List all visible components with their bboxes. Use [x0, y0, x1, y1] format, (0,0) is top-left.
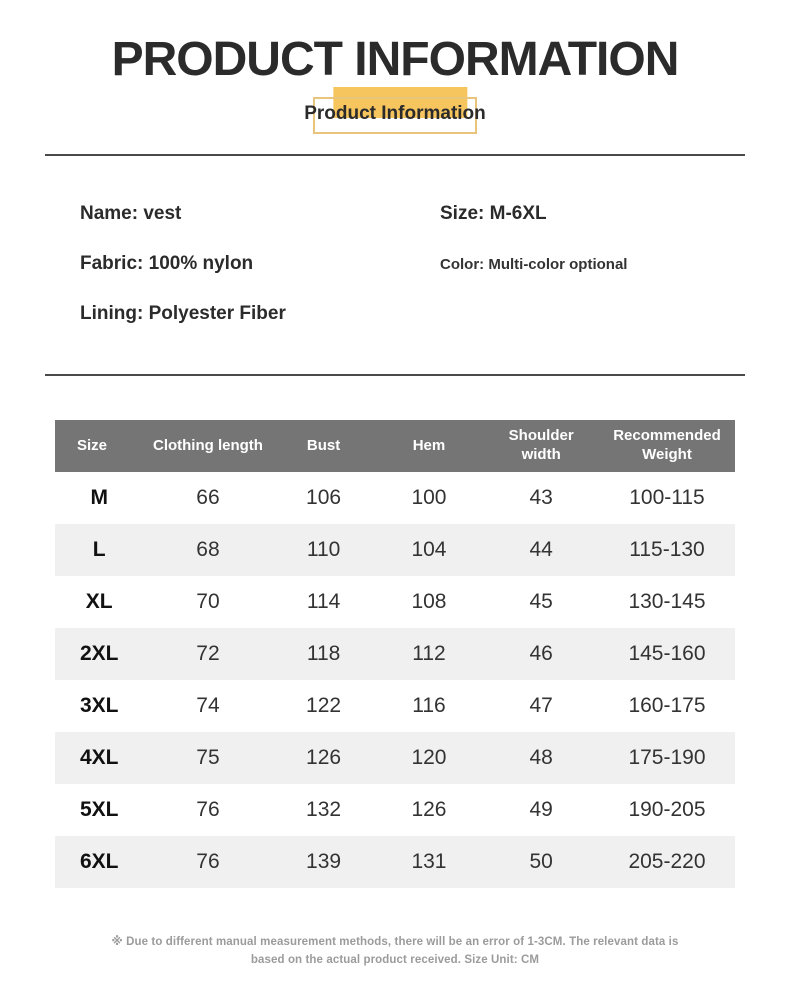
value-cell: 68 — [196, 538, 220, 562]
column-header-clothing-length: Clothing length — [143, 420, 272, 472]
size-cell: 2XL — [79, 642, 119, 666]
middle-divider — [45, 374, 745, 376]
value-cell: 46 — [529, 642, 553, 666]
table-row — [55, 472, 735, 524]
value-cell: 114 — [306, 590, 341, 614]
table-row — [55, 524, 735, 576]
value-cell: 76 — [196, 798, 220, 822]
value-cell: 175-190 — [628, 746, 706, 770]
value-cell: 75 — [196, 746, 220, 770]
size-cell: M — [90, 486, 108, 510]
size-cell: 5XL — [79, 798, 119, 822]
value-cell: 131 — [411, 850, 447, 874]
value-cell: 139 — [306, 850, 342, 874]
value-cell: 66 — [196, 486, 220, 510]
value-cell: 130-145 — [628, 590, 706, 614]
value-cell: 44 — [529, 538, 553, 562]
value-cell: 76 — [196, 850, 220, 874]
column-header-hem: Hem — [375, 420, 484, 472]
value-cell: 104 — [411, 538, 447, 562]
value-cell: 120 — [411, 746, 447, 770]
table-row — [55, 732, 735, 784]
value-cell: 43 — [529, 486, 553, 510]
column-header-bust: Bust — [273, 420, 375, 472]
value-cell: 160-175 — [628, 694, 706, 718]
value-cell: 49 — [529, 798, 553, 822]
size-cell: 4XL — [79, 746, 119, 770]
subtitle-block — [304, 95, 486, 141]
detail-name: Name: vest — [80, 203, 182, 225]
column-header-shoulder-width: Shoulder width — [483, 420, 599, 472]
size-chart-header-row — [55, 420, 735, 472]
detail-size: Size: M-6XL — [440, 203, 547, 225]
table-row — [55, 628, 735, 680]
value-cell: 108 — [411, 590, 447, 614]
value-cell: 190-205 — [628, 798, 706, 822]
measurement-footnote: ※ Due to different manual measurement methods, there will be an error of 1-3CM. The relevant data is based on the actual product received. Size Unit: CM — [111, 936, 679, 966]
value-cell: 48 — [529, 746, 553, 770]
value-cell: 45 — [529, 590, 553, 614]
value-cell: 132 — [306, 798, 342, 822]
table-row — [55, 784, 735, 836]
table-row — [55, 836, 735, 888]
size-chart-table — [55, 420, 735, 888]
size-cell: L — [92, 538, 106, 562]
detail-lining: Lining: Polyester Fiber — [80, 303, 286, 325]
product-details — [0, 156, 790, 328]
value-cell: 126 — [306, 746, 342, 770]
detail-color: Color: Multi-color optional — [440, 255, 628, 273]
subtitle-text: Product Information — [304, 103, 486, 125]
detail-fabric: Fabric: 100% nylon — [80, 253, 254, 275]
table-row — [55, 576, 735, 628]
page-title: PRODUCT INFORMATION — [111, 33, 679, 86]
value-cell: 122 — [306, 694, 342, 718]
value-cell: 145-160 — [628, 642, 706, 666]
value-cell: 47 — [529, 694, 553, 718]
value-cell: 100-115 — [629, 486, 705, 510]
value-cell: 126 — [411, 798, 447, 822]
value-cell: 100 — [411, 486, 447, 510]
value-cell: 72 — [196, 642, 220, 666]
value-cell: 112 — [412, 642, 446, 666]
column-header-size: Size — [55, 420, 143, 472]
value-cell: 106 — [306, 486, 342, 510]
value-cell: 110 — [306, 538, 341, 562]
value-cell: 115-130 — [629, 538, 705, 562]
value-cell: 70 — [196, 590, 220, 614]
size-cell: 6XL — [79, 850, 119, 874]
column-header-recommended-weight: Recommended Weight — [599, 420, 735, 472]
value-cell: 50 — [529, 850, 553, 874]
size-cell: 3XL — [79, 694, 119, 718]
size-cell: XL — [85, 590, 113, 614]
value-cell: 74 — [196, 694, 220, 718]
value-cell: 116 — [412, 694, 446, 718]
value-cell: 205-220 — [628, 850, 706, 874]
table-row — [55, 680, 735, 732]
value-cell: 118 — [306, 642, 341, 666]
